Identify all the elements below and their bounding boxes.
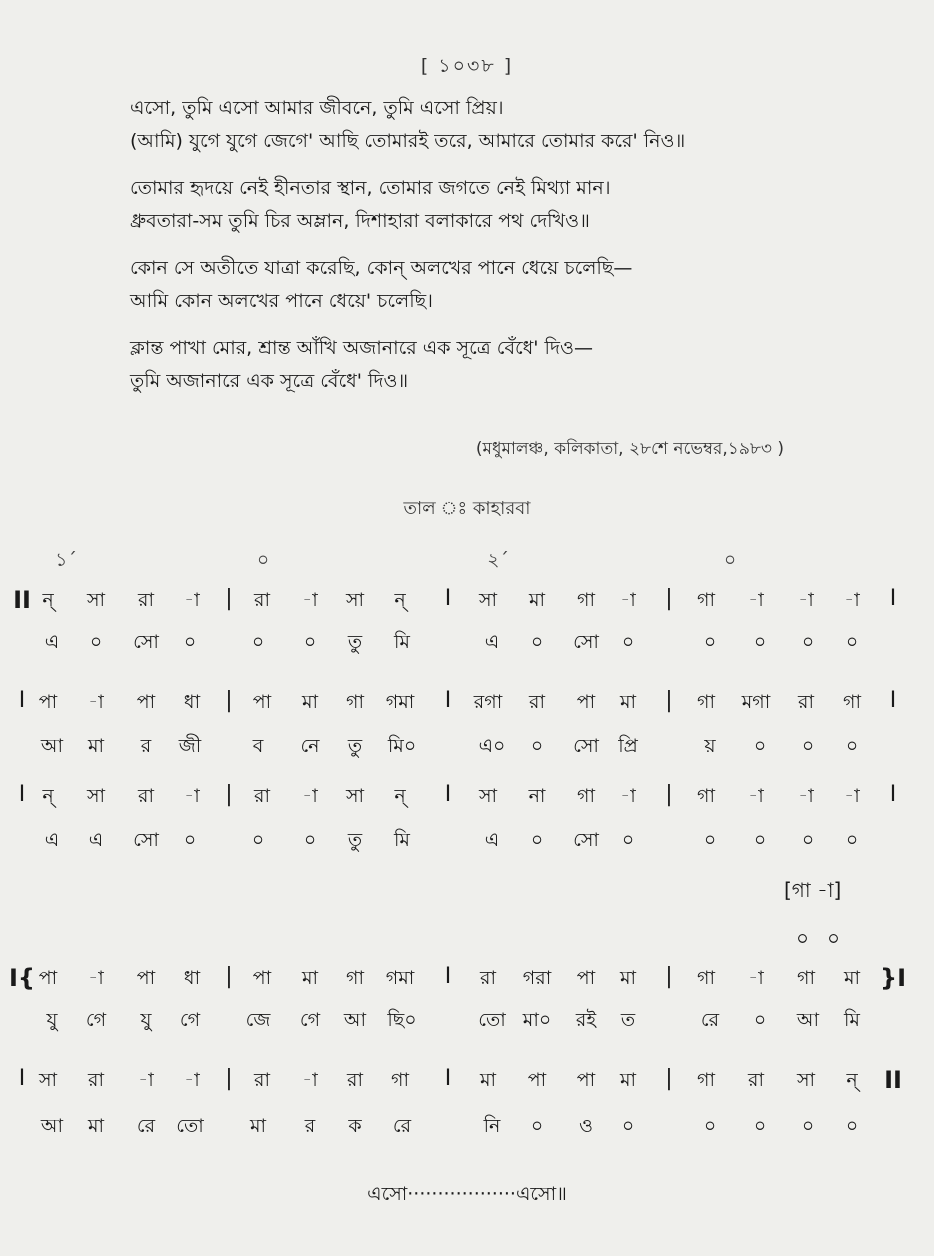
bar-line: | xyxy=(225,1066,233,1091)
bar-line: I xyxy=(889,688,897,713)
note: -া xyxy=(184,1069,200,1091)
lyric-syllable: মি xyxy=(394,829,410,851)
note: রা xyxy=(748,1069,764,1091)
lyric-syllable: ও xyxy=(579,1115,593,1137)
lyric-syllable: সো xyxy=(133,829,159,851)
bar-line: | xyxy=(225,782,233,807)
note: মা xyxy=(528,589,546,611)
note: না xyxy=(528,785,546,807)
lyric-syllable: ০ xyxy=(703,829,717,851)
note: -া xyxy=(748,785,764,807)
notes-row xyxy=(0,586,934,620)
beat-markers xyxy=(0,546,934,580)
lyric-syllable: ০ xyxy=(89,631,103,653)
lyric-syllable: সো xyxy=(573,829,599,851)
note: মা xyxy=(301,691,319,713)
note: -া xyxy=(302,1069,318,1091)
note: রা xyxy=(480,967,496,989)
note: গা xyxy=(697,785,715,807)
note: গা xyxy=(391,1069,409,1091)
lyric-syllable: এ xyxy=(484,631,500,653)
beat-marker: ০ xyxy=(723,549,737,571)
note: মা xyxy=(843,967,861,989)
note: রা xyxy=(347,1069,363,1091)
note: গমা xyxy=(385,967,415,989)
bar-line: I xyxy=(444,688,452,713)
note: সা xyxy=(86,589,106,611)
note: -া xyxy=(184,785,200,807)
lyric-syllable: এ xyxy=(484,829,500,851)
bar-line: | xyxy=(225,964,233,989)
poem-line: কোন সে অতীতে যাত্রা করেছি, কোন্ অলখের পানে ধেয়ে চলেছি— xyxy=(130,257,633,279)
notes-row xyxy=(0,964,934,998)
lyric-syllable: ছি০ xyxy=(387,1009,417,1031)
lyrics-row xyxy=(0,1112,934,1146)
note: সা xyxy=(478,785,498,807)
note: -া xyxy=(844,589,860,611)
lyric-syllable: নে xyxy=(300,735,320,757)
lyric-syllable: এ xyxy=(88,829,104,851)
lyric-syllable: এ xyxy=(44,829,60,851)
note: মা xyxy=(479,1069,497,1091)
lyric-syllable: যু xyxy=(140,1009,152,1031)
note: রা xyxy=(254,785,270,807)
alternate-notes: [গা -া] xyxy=(784,878,842,902)
note: রা xyxy=(798,691,814,713)
note: গমা xyxy=(385,691,415,713)
bar-line: I xyxy=(18,1066,26,1091)
bar-line: I xyxy=(889,586,897,611)
note: মগা xyxy=(741,691,771,713)
note: -া xyxy=(302,589,318,611)
note: পা xyxy=(576,691,596,713)
bar-line: I xyxy=(18,782,26,807)
note: পা xyxy=(252,967,272,989)
lyric-syllable: আ xyxy=(796,1009,820,1031)
note: ন্ xyxy=(394,589,406,611)
lyric-syllable: মা০ xyxy=(522,1009,552,1031)
bar-line: | xyxy=(665,688,673,713)
bar-line: | xyxy=(665,586,673,611)
beat-marker: ২´ xyxy=(487,549,509,571)
lyric-syllable: এ০ xyxy=(478,735,506,757)
poem-line: তুমি অজানারে এক সূত্রে বেঁধে' দিও॥ xyxy=(130,370,409,392)
note: মা xyxy=(619,967,637,989)
poem-line: ক্লান্ত পাখা মোর, শ্রান্ত আঁখি অজানারে এক সূত্রে বেঁধে' দিও— xyxy=(130,337,593,359)
note: সা xyxy=(38,1069,58,1091)
note: পা xyxy=(527,1069,547,1091)
note: পা xyxy=(38,691,58,713)
lyric-syllable: ০ xyxy=(183,829,197,851)
bar-line: I xyxy=(444,964,452,989)
stanza xyxy=(130,172,850,238)
note: পা xyxy=(252,691,272,713)
lyric-syllable: ০ xyxy=(621,829,635,851)
lyrics-row xyxy=(0,826,934,860)
poem-line: তোমার হৃদয়ে নেই হীনতার স্থান, তোমার জগতে নেই মিথ্যা মান। xyxy=(130,177,611,199)
note: ধা xyxy=(183,967,201,989)
note: সা xyxy=(345,785,365,807)
note: -া xyxy=(620,785,636,807)
lyric-syllable: ০ xyxy=(303,631,317,653)
lyric-syllable: নি xyxy=(483,1115,501,1137)
lyric-syllable: মা xyxy=(249,1115,267,1137)
note: পা xyxy=(38,967,58,989)
lyric-syllable: সো xyxy=(573,735,599,757)
lyric-syllable: মি০ xyxy=(387,735,417,757)
lyric-syllable: আ xyxy=(40,735,64,757)
lyric-syllable: তো xyxy=(176,1115,204,1137)
lyric-syllable: রে xyxy=(136,1115,156,1137)
note: -া xyxy=(620,589,636,611)
note: মা xyxy=(619,691,637,713)
lyric-syllable: ০ xyxy=(753,1115,767,1137)
note: গা xyxy=(797,967,815,989)
lyric-syllable: তু xyxy=(347,735,363,757)
poem xyxy=(130,92,850,412)
lyrics-row xyxy=(0,732,934,766)
note: গা xyxy=(577,589,595,611)
poem-line: এসো, তুমি এসো আমার জীবনে, তুমি এসো প্রিয়। xyxy=(130,97,504,119)
lyric-syllable: য় xyxy=(704,735,716,757)
note: রা xyxy=(138,589,154,611)
poem-line: (আমি) যুগে যুগে জেগে' আছি তোমারই তরে, আমারে তোমার করে' নিও॥ xyxy=(130,130,686,152)
bar-line: | xyxy=(225,586,233,611)
note: রা xyxy=(254,589,270,611)
poem-line: আমি কোন অলখের পানে ধেয়ে' চলেছি। xyxy=(130,290,433,312)
lyric-syllable: গে xyxy=(299,1009,321,1031)
lyric-syllable: মি xyxy=(844,1009,860,1031)
note: রা xyxy=(88,1069,104,1091)
lyrics-row xyxy=(0,1006,934,1040)
lyric-syllable: আ xyxy=(343,1009,367,1031)
note: ন্ xyxy=(42,785,54,807)
stanza xyxy=(130,92,850,158)
lyric-syllable: ০ xyxy=(801,1115,815,1137)
lyric-syllable: রে xyxy=(700,1009,720,1031)
note: গা xyxy=(697,589,715,611)
note: রা xyxy=(138,785,154,807)
bar-line: I xyxy=(444,586,452,611)
lyric-syllable: ০ xyxy=(703,631,717,653)
composition-place-date: (মধুমালঞ্চ, কলিকাতা, ২৮শে নভেম্বর,১৯৮৩ ) xyxy=(475,439,784,459)
bar-line: | xyxy=(225,688,233,713)
note: রা xyxy=(529,691,545,713)
note: ধা xyxy=(183,691,201,713)
note: গা xyxy=(843,691,861,713)
note: ন্ xyxy=(846,1069,858,1091)
note: সা xyxy=(478,589,498,611)
lyric-syllable: ০ xyxy=(801,735,815,757)
note: মা xyxy=(619,1069,637,1091)
note: পা xyxy=(576,967,596,989)
note: -া xyxy=(184,589,200,611)
note: ন্ xyxy=(42,589,54,611)
notes-row xyxy=(0,1066,934,1100)
note: গা xyxy=(346,691,364,713)
lyric-syllable: জে xyxy=(245,1009,271,1031)
lyric-syllable: ০ xyxy=(753,631,767,653)
lyric-syllable: ০ xyxy=(753,829,767,851)
bar-line: | xyxy=(665,782,673,807)
bar-line: | xyxy=(665,964,673,989)
lyric-syllable: ০ xyxy=(801,631,815,653)
note: -া xyxy=(88,967,104,989)
lyric-syllable: ০ xyxy=(753,1009,767,1031)
lyric-syllable: ০ xyxy=(183,631,197,653)
bar-line: I xyxy=(18,688,26,713)
note: -া xyxy=(302,785,318,807)
lyric-syllable: ব xyxy=(252,735,264,757)
taal-label: তাল ঃ কাহারবা xyxy=(403,498,531,519)
note: সা xyxy=(796,1069,816,1091)
lyric-syllable: তো xyxy=(478,1009,506,1031)
lyric-syllable: তু xyxy=(347,829,363,851)
note: -া xyxy=(88,691,104,713)
notes-row xyxy=(0,688,934,722)
note: গা xyxy=(697,967,715,989)
bar-line: II xyxy=(884,1066,902,1094)
lyric-syllable: ০ xyxy=(845,1115,859,1137)
stanza xyxy=(130,332,850,398)
lyric-syllable: মি xyxy=(394,631,410,653)
note: সা xyxy=(345,589,365,611)
lyric-syllable: ত xyxy=(620,1009,636,1031)
beat-marker: ০ xyxy=(256,549,270,571)
lyric-syllable: র xyxy=(304,1115,316,1137)
lyric-syllable: ০ xyxy=(845,735,859,757)
lyric-syllable: রই xyxy=(575,1009,597,1031)
note: পা xyxy=(136,691,156,713)
lyric-syllable: ০ xyxy=(753,735,767,757)
alternate-lyrics: ০০ xyxy=(796,926,859,950)
note: -া xyxy=(748,967,764,989)
lyric-syllable: গে xyxy=(179,1009,201,1031)
lyric-syllable: সো xyxy=(573,631,599,653)
lyric-syllable: মা xyxy=(87,1115,105,1137)
note: -া xyxy=(798,785,814,807)
lyric-syllable: গে xyxy=(85,1009,107,1031)
lyric-syllable: সো xyxy=(133,631,159,653)
note: -া xyxy=(138,1069,154,1091)
lyric-syllable: ০ xyxy=(621,1115,635,1137)
lyric-syllable: ০ xyxy=(530,631,544,653)
note: -া xyxy=(844,785,860,807)
page-number: [ ১০৩৮ ] xyxy=(420,55,514,77)
lyric-syllable: ০ xyxy=(251,829,265,851)
note: গা xyxy=(697,1069,715,1091)
note: গা xyxy=(577,785,595,807)
stanza xyxy=(130,252,850,318)
lyric-syllable: র xyxy=(140,735,152,757)
bar-line: I{ xyxy=(8,964,36,992)
note: গরা xyxy=(522,967,552,989)
note: রগা xyxy=(473,691,503,713)
note: পা xyxy=(576,1069,596,1091)
note: ন্ xyxy=(394,785,406,807)
lyric-syllable: ০ xyxy=(530,735,544,757)
poem-line: ধ্রুবতারা-সম তুমি চির অম্লান, দিশাহারা বলাকারে পথ দেখিও॥ xyxy=(130,210,590,232)
note: গা xyxy=(346,967,364,989)
bar-line: I xyxy=(444,1066,452,1091)
note: গা xyxy=(697,691,715,713)
lyric-syllable: ০ xyxy=(621,631,635,653)
bar-line: II xyxy=(13,586,31,614)
note: রা xyxy=(254,1069,270,1091)
lyric-syllable: আ xyxy=(40,1115,64,1137)
lyric-syllable: ০ xyxy=(703,1115,717,1137)
notes-row xyxy=(0,782,934,816)
lyric-syllable: ০ xyxy=(530,829,544,851)
lyric-syllable: তু xyxy=(347,631,363,653)
bar-line: }I xyxy=(879,964,907,992)
bar-line: I xyxy=(889,782,897,807)
bar-line: | xyxy=(665,1066,673,1091)
lyric-syllable: ০ xyxy=(845,829,859,851)
lyrics-row xyxy=(0,628,934,662)
lyric-syllable: প্রি xyxy=(618,735,638,757)
note: -া xyxy=(798,589,814,611)
lyric-syllable: ক xyxy=(348,1115,362,1137)
lyric-syllable: জী xyxy=(178,735,202,757)
lyric-syllable: ০ xyxy=(845,631,859,653)
lyric-syllable: ০ xyxy=(303,829,317,851)
lyric-syllable: ০ xyxy=(801,829,815,851)
note: পা xyxy=(136,967,156,989)
lyric-syllable: রে xyxy=(392,1115,412,1137)
ending-line: এসো··················এসো॥ xyxy=(367,1183,567,1205)
lyric-syllable: ০ xyxy=(251,631,265,653)
lyric-syllable: যু xyxy=(46,1009,58,1031)
beat-marker: ১´ xyxy=(55,549,77,571)
lyric-syllable: ০ xyxy=(530,1115,544,1137)
bar-line: I xyxy=(444,782,452,807)
note: -া xyxy=(748,589,764,611)
lyric-syllable: এ xyxy=(44,631,60,653)
lyric-syllable: মা xyxy=(87,735,105,757)
note: সা xyxy=(86,785,106,807)
note: মা xyxy=(301,967,319,989)
